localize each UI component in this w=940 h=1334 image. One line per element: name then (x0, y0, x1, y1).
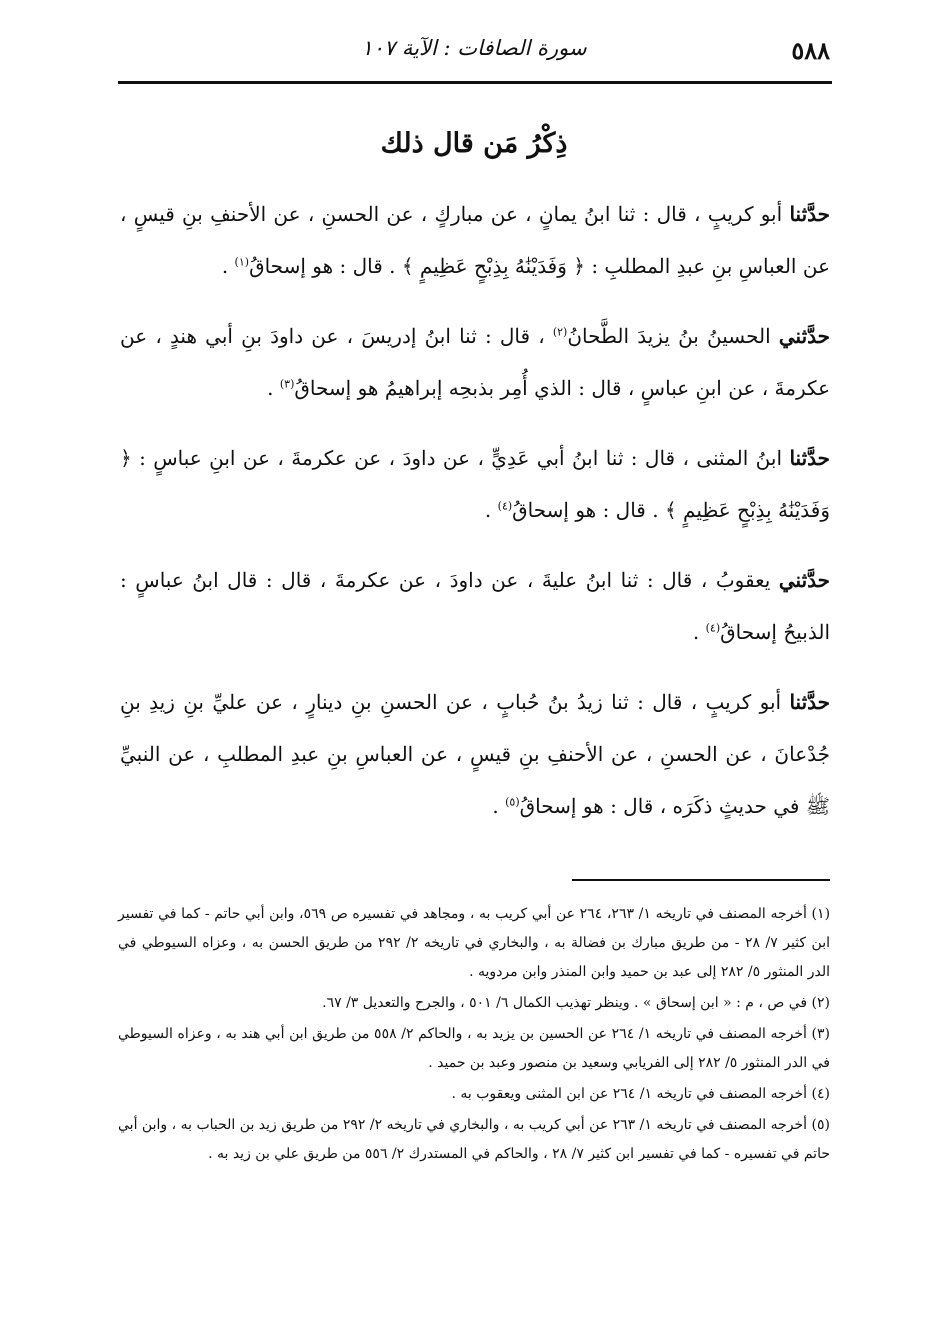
section-heading: ذِكْرُ مَن قال ذلك (380, 128, 568, 159)
narration-end: . (484, 498, 498, 522)
footnote-marker: (٥) (505, 795, 520, 809)
narration-continuation: ، قال : ثنا ابنُ إدريسَ ، عن داودَ بنِ أبي هندٍ ، عن عكرمةَ ، عن ابنِ عباسٍ ، قال : الذي أُمِر بذبحِه إبراهيمُ هو إسحاقُ (120, 324, 830, 400)
narrations-body (120, 188, 830, 850)
footnote-marker: (٤) (497, 499, 513, 513)
narration-lead: حدَّثني (778, 324, 830, 348)
footnote: (٥) أخرجه المصنف في تاريخه ١/ ٢٦٣ عن أبي كريب به ، والبخاري في تاريخه ٢/ ٢٩٢ من طريق زيد بن الحباب به ، وابن أبي حاتم في تفسيره - كما في تفسير ابن كثير ٧/ ٢٨ ، والحاكم في المستدرك ٢/ ٥٥٦ من طريق علي بن زيد به . (118, 1117, 830, 1162)
header-rule (118, 81, 832, 84)
narration-lead: حدَّثنا (789, 202, 831, 226)
narration-lead: حدَّثني (778, 568, 830, 592)
narration-paragraph (120, 554, 830, 658)
narration-text: ابنُ المثنى ، قال : ثنا ابنُ أبي عَدِيٍّ ، عن داودَ ، عن عكرمةَ ، عن ابنِ عباسٍ : ﴿ وَفَدَيْنَٰهُ بِذِبْحٍ عَظِيمٍ ﴾ . قال : هو إسحاقُ (120, 446, 830, 522)
narration-lead: حدَّثنا (789, 446, 831, 470)
running-title: سورة الصافات : الآية ١٠٧ (361, 36, 587, 60)
narration-end: . (221, 254, 235, 278)
footnote: (٤) أخرجه المصنف في تاريخه ١/ ٢٦٤ عن ابن المثنى ويعقوب به . (451, 1086, 830, 1102)
narration-paragraph (120, 432, 830, 536)
narration-text: يعقوبُ ، قال : ثنا ابنُ عليةَ ، عن داودَ ، عن عكرمةَ ، قال : قال ابنُ عباسٍ : الذبيحُ إسحاقُ (120, 568, 830, 644)
narration-paragraph (120, 676, 830, 832)
footnote-rule (572, 879, 830, 881)
footnotes (118, 900, 830, 1171)
page-header (118, 30, 830, 80)
narration-end: . (692, 620, 706, 644)
narration-paragraph (120, 188, 830, 292)
narration-lead: حدَّثنا (789, 690, 830, 714)
narration-text: أبو كريبٍ ، قال : ثنا ابنُ يمانٍ ، عن مباركٍ ، عن الحسنِ ، عن الأحنفِ بنِ قيسٍ ، عن العباسِ بنِ عبدِ المطلبِ : ﴿ وَفَدَيْنَٰهُ بِذِبْحٍ عَظِيمٍ ﴾ . قال : هو إسحاقُ (120, 202, 830, 278)
footnote-marker: (٣) (279, 377, 295, 391)
footnote-marker: (٢) (552, 325, 568, 339)
narration-text: الحسينُ بنُ يزيدَ الطَّحانُ (567, 324, 771, 348)
narration-text: أبو كريبٍ ، قال : ثنا زيدُ بنُ حُبابٍ ، عن الحسنِ بنِ دينارٍ ، عن عليِّ بنِ زيدِ بنِ جُدْعانَ ، عن الحسنِ ، عن الأحنفِ بنِ قيسٍ ، عن العباسِ بنِ عبدِ المطلبِ ، عن النبيِّ ﷺ في حديثٍ ذكَرَه ، قال : هو إسحاقُ (120, 690, 830, 818)
footnote: (٣) أخرجه المصنف في تاريخه ١/ ٢٦٤ عن الحسين بن يزيد به ، والحاكم ٢/ ٥٥٨ من طريق ابن أبي هند به ، وعزاه السيوطي في الدر المنثور ٥/ ٢٨٢ إلى الفريابي وسعيد بن منصور وعبد بن حميد . (118, 1026, 831, 1071)
footnote-marker: (٤) (705, 621, 721, 635)
footnote: (١) أخرجه المصنف في تاريخه ١/ ٢٦٣، ٢٦٤ عن أبي كريب به ، ومجاهد في تفسيره ص ٥٦٩، وابن أبي حاتم - كما في تفسير ابن كثير ٧/ ٢٨ - من طريق مبارك بن فضالة به ، والبخاري في تاريخه ٢/ ٢٩٢ من طريق الحسن به ، وعزاه السيوطي في الدر المنثور ٥/ ٢٨٢ إلى عبد بن حميد وابن المنذر وابن مردويه . (118, 906, 831, 980)
narration-paragraph (120, 310, 830, 414)
narration-end: . (267, 376, 280, 400)
footnote-marker: (١) (234, 255, 250, 269)
footnote: (٢) في ص ، م : « ابن إسحاق » . وينظر تهذيب الكمال ٦/ ٥٠١ ، والجرح والتعديل ٣/ ٦٧. (322, 995, 830, 1011)
narration-end: . (492, 794, 506, 818)
page-number: ٥٨٨ (791, 36, 830, 65)
